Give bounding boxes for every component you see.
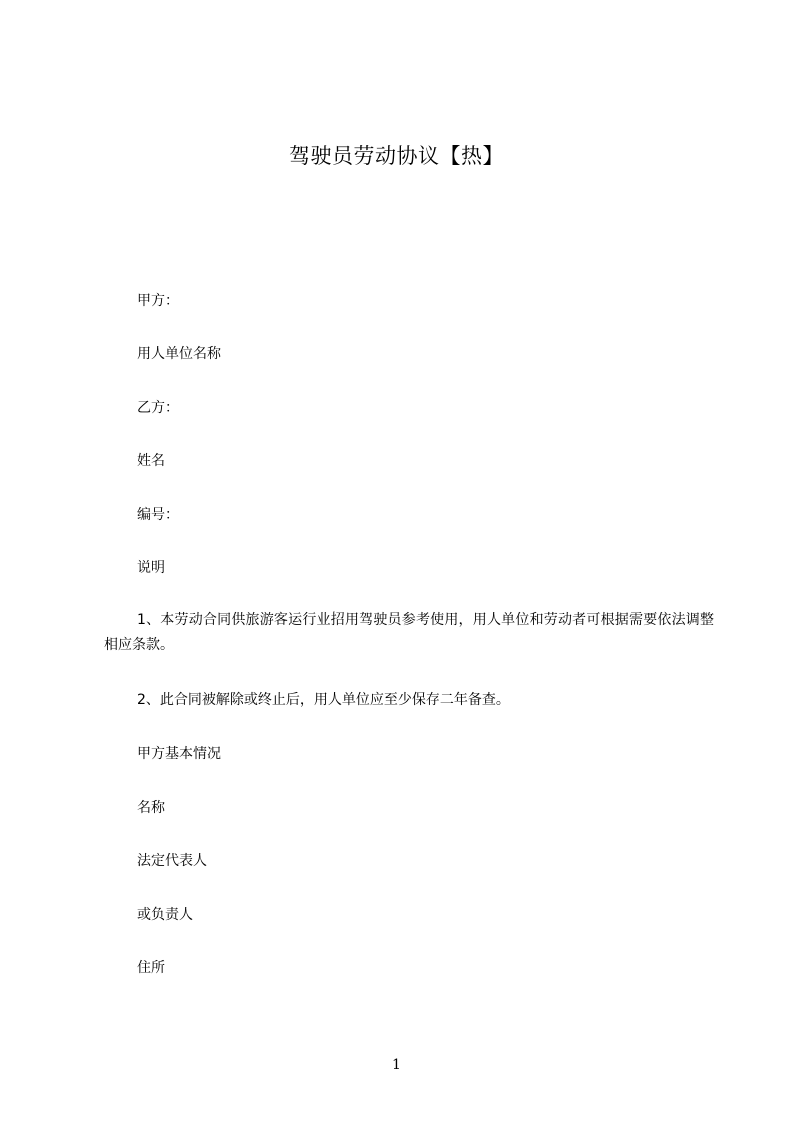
- name-label: 姓名: [137, 453, 165, 469]
- party-b-label: 乙方：: [137, 400, 179, 416]
- party-a-label: 甲方：: [137, 293, 179, 309]
- address-label: 住所: [137, 960, 165, 976]
- explanation-paragraph-1: 1、本劳动合同供旅游客运行业招用驾驶员参考使用，用人单位和劳动者可根据需要依法调整相应条款。: [104, 612, 714, 653]
- party-a-basic-info-heading: 甲方基本情况: [137, 746, 221, 762]
- explanation-paragraph-2: 2、此合同被解除或终止后，用人单位应至少保存二年备查。: [137, 692, 510, 708]
- document-title: 驾驶员劳动协议【热】: [289, 144, 504, 168]
- employer-name-label: 用人单位名称: [137, 346, 221, 362]
- responsible-person-label: 或负责人: [137, 907, 193, 923]
- legal-representative-label: 法定代表人: [137, 853, 207, 869]
- explanation-heading: 说明: [137, 560, 165, 576]
- page-number: 1: [392, 1057, 401, 1073]
- serial-number-label: 编号：: [137, 507, 179, 523]
- company-name-label: 名称: [137, 800, 165, 816]
